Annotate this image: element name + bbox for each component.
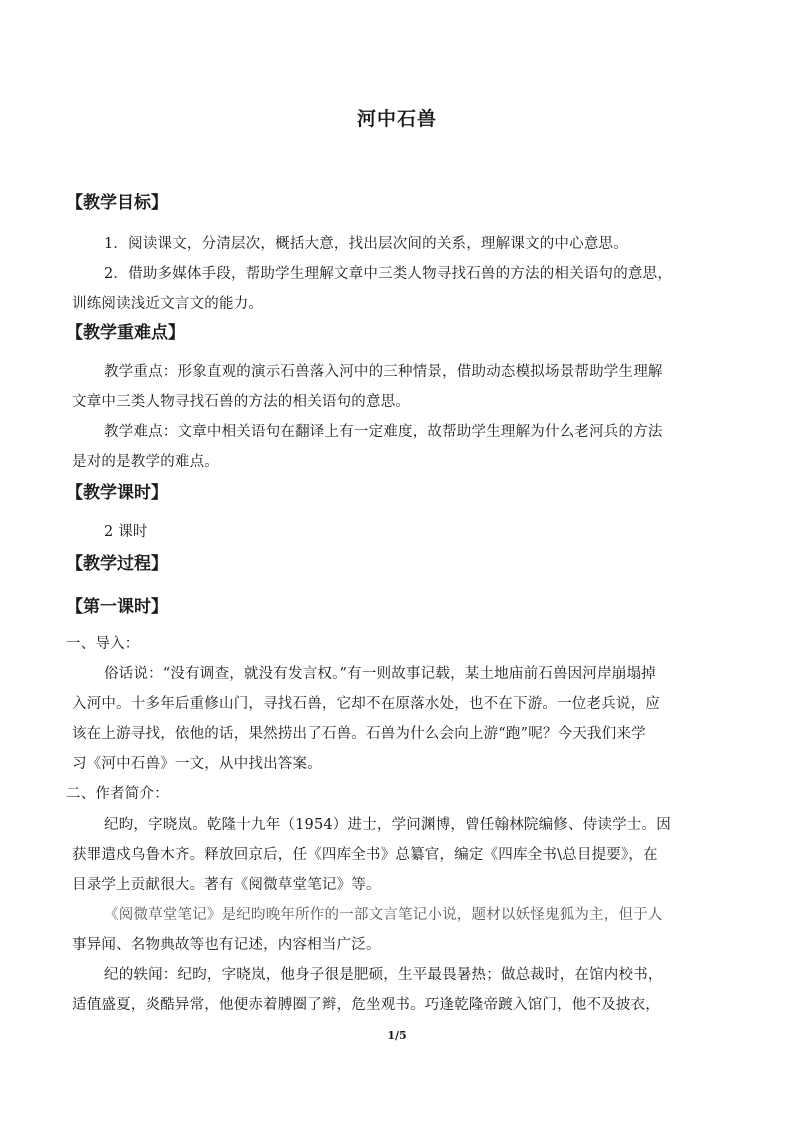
author-line-2: 获罪遣戍乌鲁木齐。释放回京后，任《四库全书》总纂官，编定《四库全书\总目提要》，在 <box>72 847 658 863</box>
document-title: 河中石兽 <box>356 108 437 130</box>
section-heading-hours: 【教学课时】 <box>66 483 168 503</box>
section-heading-goals: 【教学目标】 <box>66 193 168 213</box>
goal-item-2-line-1: 2．借助多媒体手段，帮助学生理解文章中三类人物寻找石兽的方法的相关语句的意思， <box>104 266 673 282</box>
author-line-1: 纪昀，字晓岚。乾隆十九年（1954）进士，学问渊博，曾任翰林院编修、侍读学士。因 <box>104 817 671 833</box>
intro-line-1: 俗话说：“没有调查，就没有发言权。”有一则故事记载，某土地庙前石兽因河岸崩塌掉 <box>104 666 656 682</box>
goal-item-1: 1．阅读课文，分清层次，概括大意，找出层次间的关系，理解课文的中心意思。 <box>104 236 628 252</box>
section-heading-first-lesson: 【第一课时】 <box>66 597 168 617</box>
teaching-focus-line-2: 文章中三类人物寻找石兽的方法的相关语句的意思。 <box>72 394 411 410</box>
intro-line-4: 习《河中石兽》一文，从中找出答案。 <box>72 756 322 772</box>
goal-item-2-line-2: 训练阅读浅近文言文的能力。 <box>72 296 264 312</box>
class-hours-value: 2 课时 <box>104 524 148 540</box>
intro-heading: 一、导入： <box>66 636 140 652</box>
page-number: 1/5 <box>387 1029 407 1042</box>
book-description-line-2: 事异闻、名物典故等也有记述，内容相当广泛。 <box>72 937 381 953</box>
book-description-line-1: 《阅微草堂笔记》是纪昀晚年所作的一部文言笔记小说，题材以妖怪鬼狐为主，但于人 <box>104 907 663 923</box>
section-heading-key-points: 【教学重难点】 <box>66 323 185 343</box>
author-heading: 二、作者简介： <box>66 786 169 802</box>
anecdote-line-2: 适值盛夏，炎酷异常，他便赤着膊圈了辫，危坐观书。巧逢乾隆帝踱入馆门，他不及披衣， <box>72 997 660 1013</box>
intro-line-3: 该在上游寻找，依他的话，果然捞出了石兽。石兽为什么会向上游“跑”呢？今天我们来学 <box>72 726 646 742</box>
section-heading-process: 【教学过程】 <box>66 554 168 574</box>
teaching-difficulty-line-2: 是对的是教学的难点。 <box>72 454 219 470</box>
author-line-3: 目录学上贡献很大。著有《阅微草堂笔记》等。 <box>72 877 381 893</box>
intro-line-2: 入河中。十多年后重修山门，寻找石兽，它却不在原落水处，也不在下游。一位老兵说，应 <box>72 696 660 712</box>
teaching-difficulty-line-1: 教学难点：文章中相关语句在翻译上有一定难度，故帮助学生理解为什么老河兵的方法 <box>104 424 663 440</box>
teaching-focus-line-1: 教学重点：形象直观的演示石兽落入河中的三种情景，借助动态模拟场景帮助学生理解 <box>104 364 663 380</box>
anecdote-line-1: 纪的轶闻：纪昀，字晓岚，他身子很是肥硕，生平最畏暑热；做总裁时，在馆内校书， <box>104 967 663 983</box>
